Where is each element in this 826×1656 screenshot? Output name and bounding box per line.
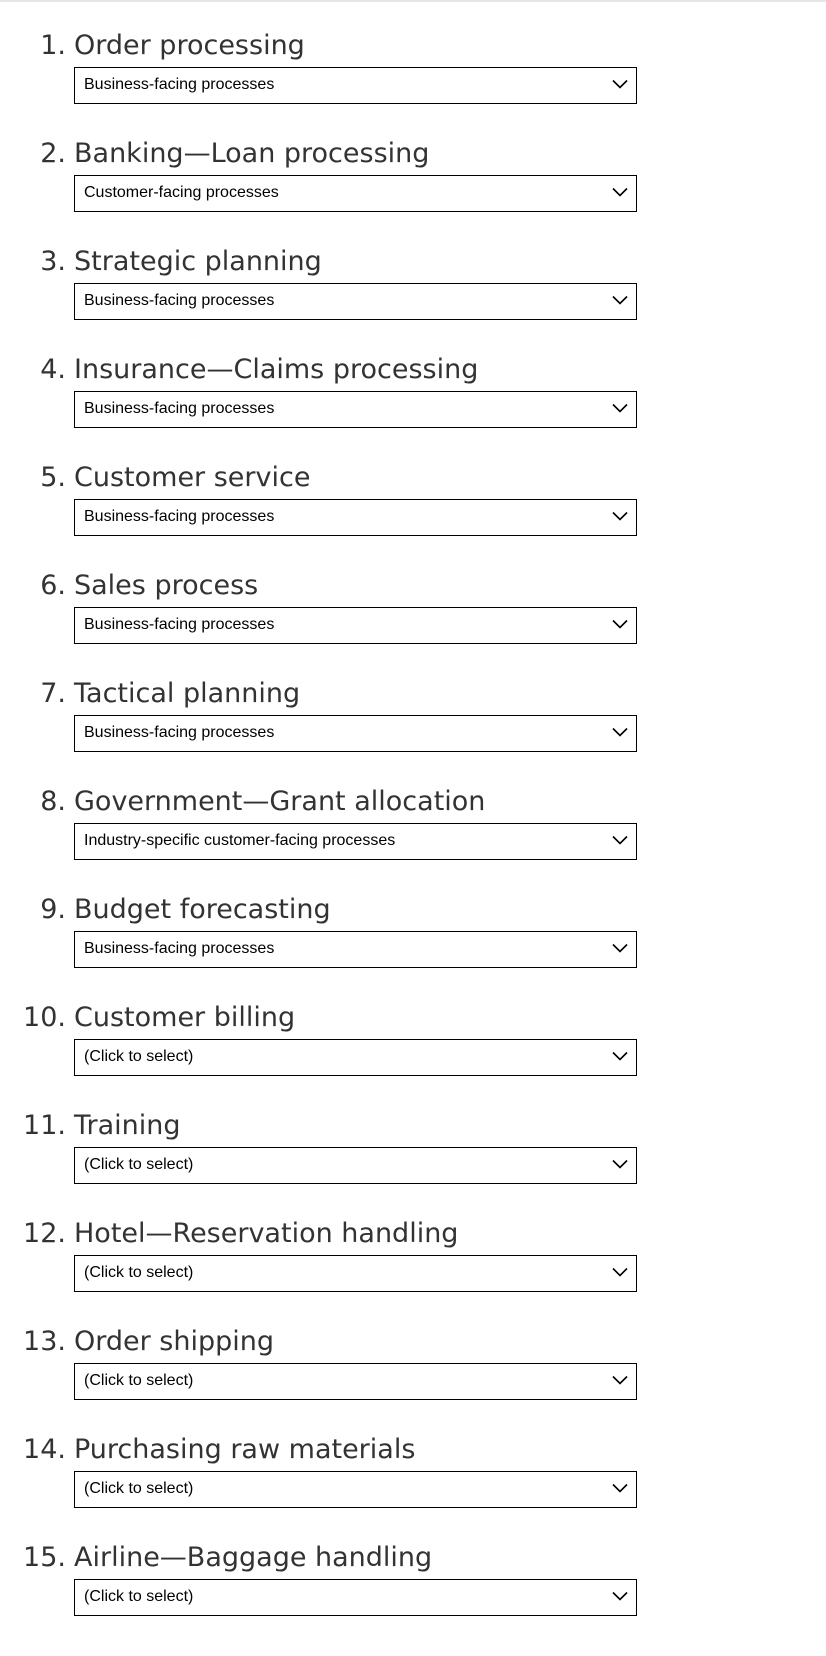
category-dropdown[interactable] — [74, 823, 637, 860]
chevron-down-icon — [612, 1483, 628, 1493]
dropdown-selected-value: Business-facing processes — [84, 292, 275, 309]
question-item — [0, 999, 826, 1107]
question-number: 5. — [40, 462, 66, 493]
dropdown-selected-value: Business-facing processes — [84, 76, 275, 93]
chevron-down-icon — [612, 1591, 628, 1601]
category-dropdown[interactable] — [74, 1363, 637, 1400]
question-number: 7. — [40, 678, 66, 709]
question-number: 2. — [40, 138, 66, 169]
dropdown-selected-value: Business-facing processes — [84, 400, 275, 417]
question-item — [0, 27, 826, 135]
question-text: Insurance—Claims processing — [74, 354, 479, 385]
category-dropdown[interactable] — [74, 391, 637, 428]
category-dropdown[interactable] — [74, 715, 637, 752]
question-text: Strategic planning — [74, 246, 322, 277]
question-text: Hotel—Reservation handling — [74, 1218, 459, 1249]
dropdown-selected-value: Business-facing processes — [84, 724, 275, 741]
chevron-down-icon — [612, 187, 628, 197]
chevron-down-icon — [612, 619, 628, 629]
question-item — [0, 1539, 826, 1647]
dropdown-selected-value: (Click to select) — [84, 1372, 194, 1389]
question-item — [0, 567, 826, 675]
question-number: 9. — [40, 894, 66, 925]
chevron-down-icon — [612, 835, 628, 845]
question-text: Order processing — [74, 30, 305, 61]
question-text: Budget forecasting — [74, 894, 331, 925]
question-text: Tactical planning — [74, 678, 301, 709]
question-number: 13. — [23, 1326, 66, 1357]
question-item — [0, 1431, 826, 1539]
dropdown-selected-value: Business-facing processes — [84, 508, 275, 525]
category-dropdown[interactable] — [74, 1579, 637, 1616]
category-dropdown[interactable] — [74, 607, 637, 644]
question-item — [0, 783, 826, 891]
question-number: 15. — [23, 1542, 66, 1573]
chevron-down-icon — [612, 1267, 628, 1277]
question-item — [0, 675, 826, 783]
question-number: 10. — [23, 1002, 66, 1033]
category-dropdown[interactable] — [74, 499, 637, 536]
question-number: 4. — [40, 354, 66, 385]
category-dropdown[interactable] — [74, 1147, 637, 1184]
question-number: 1. — [40, 30, 66, 61]
chevron-down-icon — [612, 727, 628, 737]
question-item — [0, 459, 826, 567]
question-number: 8. — [40, 786, 66, 817]
question-number: 11. — [23, 1110, 66, 1141]
chevron-down-icon — [612, 1159, 628, 1169]
dropdown-selected-value: Industry-specific customer-facing processes — [84, 832, 396, 849]
category-dropdown[interactable] — [74, 67, 637, 104]
chevron-down-icon — [612, 511, 628, 521]
chevron-down-icon — [612, 79, 628, 89]
question-text: Purchasing raw materials — [74, 1434, 416, 1465]
question-text: Sales process — [74, 570, 259, 601]
chevron-down-icon — [612, 943, 628, 953]
question-text: Training — [74, 1110, 181, 1141]
question-text: Banking—Loan processing — [74, 138, 430, 169]
dropdown-selected-value: (Click to select) — [84, 1588, 194, 1605]
question-item — [0, 351, 826, 459]
question-text: Customer service — [74, 462, 311, 493]
dropdown-selected-value: Business-facing processes — [84, 940, 275, 957]
question-text: Order shipping — [74, 1326, 275, 1357]
chevron-down-icon — [612, 403, 628, 413]
question-item — [0, 1215, 826, 1323]
question-number: 12. — [23, 1218, 66, 1249]
dropdown-selected-value: (Click to select) — [84, 1048, 194, 1065]
chevron-down-icon — [612, 1375, 628, 1385]
dropdown-selected-value: (Click to select) — [84, 1264, 194, 1281]
question-text: Government—Grant allocation — [74, 786, 486, 817]
dropdown-selected-value: (Click to select) — [84, 1156, 194, 1173]
question-number: 6. — [40, 570, 66, 601]
question-item — [0, 1323, 826, 1431]
category-dropdown[interactable] — [74, 1039, 637, 1076]
chevron-down-icon — [612, 295, 628, 305]
question-text: Airline—Baggage handling — [74, 1542, 433, 1573]
question-list — [0, 27, 826, 1647]
question-text: Customer billing — [74, 1002, 296, 1033]
question-item — [0, 135, 826, 243]
chevron-down-icon — [612, 1051, 628, 1061]
category-dropdown[interactable] — [74, 283, 637, 320]
question-item — [0, 243, 826, 351]
question-number: 14. — [23, 1434, 66, 1465]
question-item — [0, 891, 826, 999]
question-number: 3. — [40, 246, 66, 277]
category-dropdown[interactable] — [74, 931, 637, 968]
category-dropdown[interactable] — [74, 175, 637, 212]
dropdown-selected-value: Business-facing processes — [84, 616, 275, 633]
category-dropdown[interactable] — [74, 1255, 637, 1292]
dropdown-selected-value: (Click to select) — [84, 1480, 194, 1497]
category-dropdown[interactable] — [74, 1471, 637, 1508]
dropdown-selected-value: Customer-facing processes — [84, 184, 279, 201]
top-divider — [0, 0, 826, 2]
question-item — [0, 1107, 826, 1215]
